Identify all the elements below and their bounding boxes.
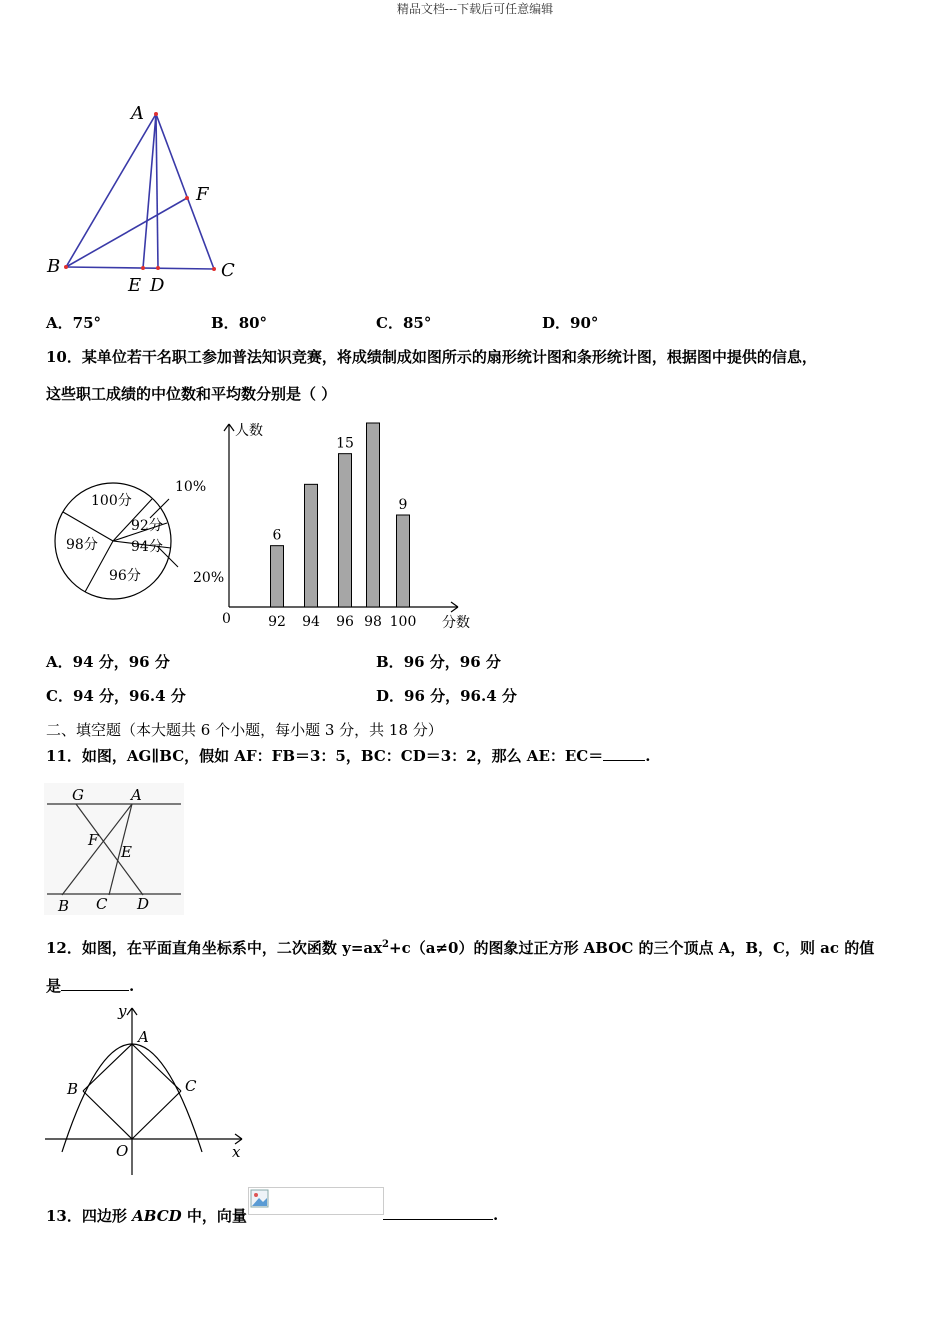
q12-label-x: x [232, 1143, 241, 1161]
triangle-figure [40, 95, 260, 300]
bar-94 [305, 484, 318, 607]
q11-answer-blank[interactable] [603, 746, 645, 761]
q10-option-a: A．94 分，96 分 [46, 653, 170, 671]
value-label-92: 6 [272, 527, 282, 544]
pie-label-98: 98分 [66, 537, 98, 553]
x-tick-94: 94 [302, 614, 320, 630]
q9-option-d: D．90° [542, 314, 599, 332]
pie-label-94: 94分 [131, 539, 163, 555]
bar-98 [367, 423, 380, 607]
point-D-label: D [150, 275, 165, 296]
bar-chart [210, 415, 485, 637]
bar-100 [397, 515, 410, 607]
pie-annotation-20pct: 20% [193, 570, 225, 586]
q10-option-c: C．94 分，96.4 分 [46, 687, 186, 705]
q13-answer-blank[interactable] [383, 1205, 493, 1220]
q9-option-b: B．80° [211, 314, 268, 332]
missing-image-placeholder [248, 1187, 384, 1215]
point-B-label: B [47, 256, 61, 277]
q12-text-line1: 12．如图，在平面直角坐标系中，二次函数 $y=ax^2+c(a\ne 0)$的图象过正方形 ABOC 的三个顶点 A，B，C，则 ac 的值 [46, 939, 875, 957]
q13-text: 13．四边形 ABCD 中，向量 [46, 1207, 247, 1225]
x-axis-label: 分数 [442, 615, 470, 631]
q11-label-G: G [72, 786, 84, 804]
point-F-label: F [196, 184, 209, 205]
pie-label-92: 92分 [131, 518, 163, 534]
bar-92 [271, 546, 284, 607]
value-label-96: 15 [336, 435, 354, 452]
pie-annotation-10pct: 10% [175, 479, 207, 495]
origin-label: 0 [222, 611, 231, 627]
q11-label-F: F [88, 831, 99, 849]
q12-text-line2: 是 . [46, 977, 135, 995]
point-E-label: E [128, 275, 142, 296]
q10-option-d: D．96 分，96.4 分 [376, 687, 517, 705]
x-tick-96: 96 [336, 614, 354, 630]
q12-label-A: A [138, 1028, 149, 1046]
broken-image-icon [250, 1189, 270, 1209]
x-tick-92: 92 [268, 614, 286, 630]
q12-answer-blank[interactable] [61, 976, 129, 991]
q11-label-A: A [131, 786, 142, 804]
page-header: 精品文档---下载后可任意编辑 [396, 2, 554, 16]
x-tick-98: 98 [364, 614, 382, 630]
q11-label-C: C [96, 895, 108, 913]
q13-answer: . [383, 1205, 498, 1224]
value-label-100: 9 [398, 497, 408, 513]
x-tick-100: 100 [389, 614, 417, 630]
pie-label-100: 100分 [91, 493, 132, 509]
y-axis-label: 人数 [235, 423, 263, 439]
q12-label-C: C [185, 1077, 197, 1095]
q11-label-D: D [137, 895, 150, 913]
q9-option-a: A．75° [46, 314, 102, 332]
point-C-label: C [221, 260, 235, 281]
section-heading: 二、填空题（本大题共 6 个小题，每小题 3 分，共 18 分） [46, 721, 443, 739]
q9-option-c: C．85° [376, 314, 432, 332]
q11-label-B: B [58, 897, 70, 915]
q11-label-E: E [121, 843, 132, 861]
point-A-label: A [131, 103, 144, 124]
q12-label-B: B [67, 1080, 79, 1098]
q10-text-line2: 这些职工成绩的中位数和平均数分别是（ ） [46, 385, 337, 403]
q12-label-y: y [118, 1002, 127, 1020]
bar-96 [339, 454, 352, 607]
q11-text: 11．如图，AG∥BC，假如 AF：FB＝3：5，BC：CD＝3：2，那么 AE：EC＝ . [46, 747, 651, 765]
q12-figure [40, 1000, 255, 1178]
q10-text-line1: 10．某单位若干名职工参加普法知识竞赛，将成绩制成如图所示的扇形统计图和条形统计图，根据图中提供的信息， [46, 348, 817, 366]
q12-label-O: O [116, 1142, 129, 1160]
q11-figure [44, 783, 184, 915]
q10-option-b: B．96 分，96 分 [376, 653, 501, 671]
pie-label-96: 96分 [109, 568, 141, 584]
